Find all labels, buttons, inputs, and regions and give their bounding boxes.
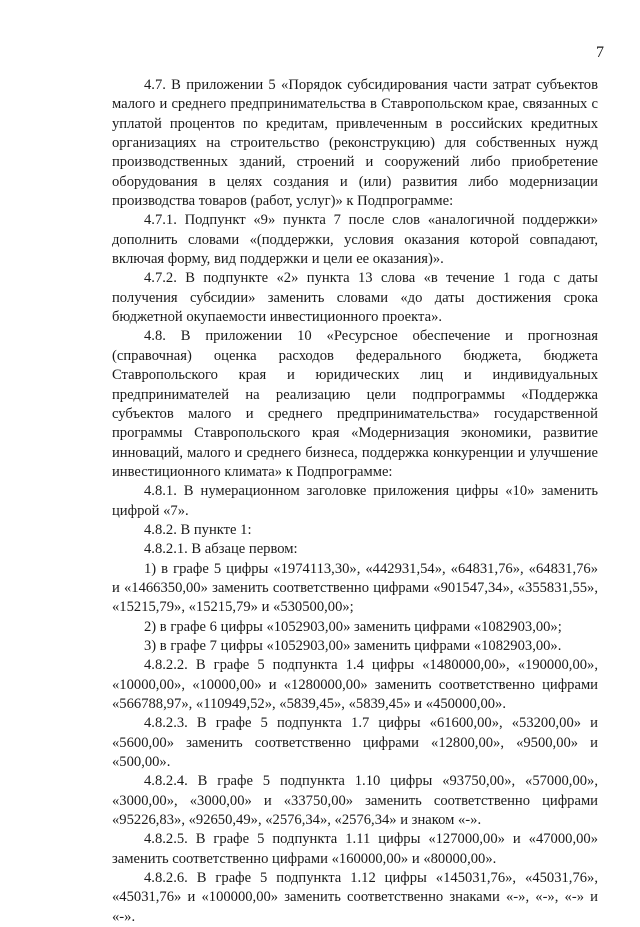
list-item-2: 2) в графе 6 цифры «1052903,00» заменить цифрами «1082903,00»; — [144, 618, 562, 635]
paragraph-4-8-2-1: 4.8.2.1. В абзаце первом: — [144, 541, 298, 558]
paragraph-4-8-2-5: 4.8.2.5. В графе 5 подпункта 1.11 цифры «127000,00» и «47000,00» заменить соответственно цифрами «160000,00» и «80000,00». — [112, 831, 598, 867]
paragraph-4-8-2: 4.8.2. В пункте 1: — [144, 521, 252, 538]
paragraph-4-8-2-2: 4.8.2.2. В графе 5 подпункта 1.4 цифры «1480000,00», «190000,00», «10000,00», «10000,00» и «1280000,00» заменить соответственно цифрами «566788,97», «110949,52», «5839,45», «5839,45» и «450000,00». — [112, 657, 598, 712]
document-body — [112, 76, 598, 927]
paragraph-4-7-1: 4.7.1. Подпункт «9» пункта 7 после слов «аналогичной поддержки» дополнить словами «(поддержки, условия оказания которой совпадают, включая форму, вид поддержки и цели ее оказания)». — [112, 212, 598, 268]
paragraph-4-8-1: 4.8.1. В нумерационном заголовке приложения цифры «10» заменить цифрой «7». — [112, 483, 598, 519]
paragraph-4-8: 4.8. В приложении 10 «Ресурсное обеспечение и прогнозная (справочная) оценка расходов федерального бюджета, бюджета Ставропольского края и юридических лиц и индивидуальных предпринимателей на реализацию цели подпрограммы «Поддержка субъектов малого и среднего предпринимательства» государственной программы Ставропольского края «Модернизация экономики, развитие инноваций, малого и среднего бизнеса, поддержка конкуренции и улучшение инвестиционного климата» к Подпрограмме: — [112, 328, 598, 480]
list-item-3: 3) в графе 7 цифры «1052903,00» заменить цифрами «1082903,00». — [144, 637, 562, 654]
paragraph-4-8-2-3: 4.8.2.3. В графе 5 подпункта 1.7 цифры «61600,00», «53200,00» и «5600,00» заменить соответственно цифрами «12800,00», «9500,00» и «500,00». — [112, 715, 598, 771]
paragraph-4-8-2-6: 4.8.2.6. В графе 5 подпункта 1.12 цифры «145031,76», «45031,76», «45031,76» и «100000,00» заменить соответственно знаками «-», «-», «-» и «-». — [112, 870, 598, 925]
list-item-1: 1) в графе 5 цифры «1974113,30», «442931,54», «64831,76», «64831,76» и «1466350,00» заменить соответственно цифрами «901547,34», «355831,55», «15215,79», «15215,79» и «530500,00»; — [112, 560, 598, 616]
page-number: 7 — [596, 44, 604, 61]
paragraph-4-8-2-4: 4.8.2.4. В графе 5 подпункта 1.10 цифры «93750,00», «57000,00», «3000,00», «3000,00» и «33750,00» заменить соответственно цифрами «95226,83», «92650,49», «2576,34», «2576,34» и знаком «-». — [112, 773, 598, 829]
paragraph-4-7: 4.7. В приложении 5 «Порядок субсидирования части затрат субъектов малого и среднего предпринимательства в Ставропольском крае, связанных с уплатой процентов по кредитам, привлеченным в российских кредитных организациях на строительство (реконструкцию) для собственных нужд производственных зданий, строений и сооружений либо приобретение оборудования в целях создания и (или) развития либо модернизации производства товаров (работ, услуг)» к Подпрограмме: — [112, 77, 598, 210]
paragraph-4-7-2: 4.7.2. В подпункте «2» пункта 13 слова «в течение 1 года с даты получения субсидии» заменить словами «до даты достижения срока бюджетной окупаемости инвестиционного проекта». — [112, 270, 598, 326]
